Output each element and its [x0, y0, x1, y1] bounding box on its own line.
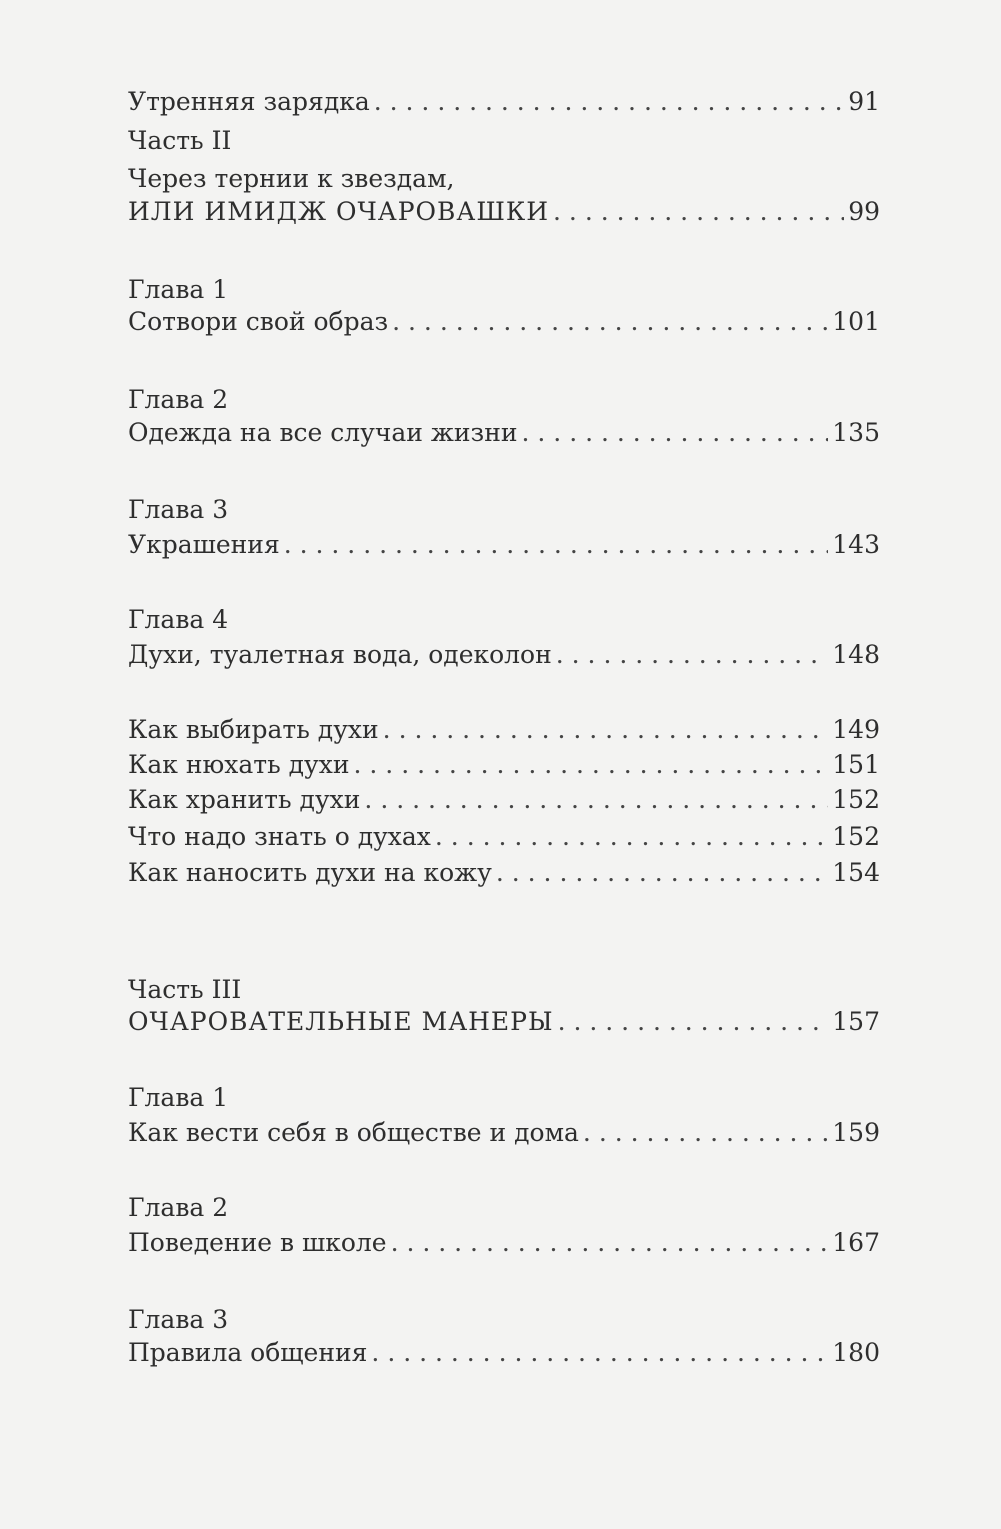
part-label [128, 974, 880, 1006]
part-label [128, 125, 880, 157]
toc-entry [128, 784, 880, 816]
entry-title: Глава 1 [128, 1083, 229, 1112]
entry-title: Поведение в школе [128, 1228, 387, 1257]
entry-title: Как нюхать духи [128, 750, 350, 779]
page-number: 157 [832, 1007, 880, 1036]
entry-title: Одежда на все случаи жизни [128, 418, 518, 447]
toc-entry [128, 639, 880, 671]
dot-leader [435, 821, 828, 853]
toc-entry [128, 86, 880, 118]
chapter-label [128, 494, 880, 526]
page-number: 151 [832, 750, 880, 779]
dot-leader [284, 529, 829, 561]
entry-title: Часть II [128, 126, 232, 155]
entry-title: Глава 4 [128, 605, 229, 634]
entry-title: Глава 3 [128, 1305, 229, 1334]
entry-title: ОЧАРОВАТЕЛЬНЫЕ МАНЕРЫ [128, 1007, 554, 1036]
dot-leader [522, 417, 829, 449]
toc-entry [128, 821, 880, 853]
entry-title: ИЛИ ИМИДЖ ОЧАРОВАШКИ [128, 197, 550, 226]
dot-leader [558, 1006, 829, 1038]
dot-leader [496, 857, 828, 889]
entry-title: Часть III [128, 975, 242, 1004]
page-number: 143 [832, 530, 880, 559]
page-number: 148 [832, 640, 880, 669]
entry-title: Глава 2 [128, 385, 229, 414]
chapter-label [128, 604, 880, 636]
entry-title: Утренняя зарядка [128, 87, 370, 116]
dot-leader [364, 784, 828, 816]
toc-entry [128, 306, 880, 338]
page-number: 101 [832, 307, 880, 336]
toc-entry [128, 1006, 880, 1038]
page-number: 154 [832, 858, 880, 887]
chapter-label [128, 384, 880, 416]
page-number: 135 [832, 418, 880, 447]
toc-entry [128, 1117, 880, 1149]
toc-entry [128, 749, 880, 781]
page-number: 149 [832, 715, 880, 744]
dot-leader [383, 714, 829, 746]
toc-entry [128, 417, 880, 449]
entry-title: Сотвори свой образ [128, 307, 389, 336]
entry-title: Как хранить духи [128, 785, 361, 814]
toc-entry [128, 714, 880, 746]
dot-leader [556, 639, 829, 671]
dot-leader [553, 196, 844, 228]
entry-title: Как вести себя в обществе и дома [128, 1118, 579, 1147]
entry-title: Духи, туалетная вода, одеколон [128, 640, 552, 669]
toc-entry [128, 857, 880, 889]
page-number: 91 [848, 87, 880, 116]
page-number: 152 [832, 785, 880, 814]
entry-title: Через тернии к звездам, [128, 164, 455, 193]
chapter-label [128, 1304, 880, 1336]
toc-entry [128, 1227, 880, 1259]
dot-leader [391, 1227, 829, 1259]
toc-entry [128, 196, 880, 228]
page-number: 167 [832, 1228, 880, 1257]
part-subtitle [128, 163, 880, 195]
page-number: 159 [832, 1118, 880, 1147]
entry-title: Глава 2 [128, 1193, 229, 1222]
toc-entry [128, 1337, 880, 1369]
chapter-label [128, 1192, 880, 1224]
dot-leader [371, 1337, 828, 1369]
entry-title: Украшения [128, 530, 280, 559]
entry-title: Правила общения [128, 1338, 368, 1367]
dot-leader [354, 749, 829, 781]
dot-leader [392, 306, 828, 338]
toc-entry [128, 529, 880, 561]
page-number: 152 [832, 822, 880, 851]
chapter-label [128, 274, 880, 306]
entry-title: Глава 1 [128, 275, 229, 304]
entry-title: Как наносить духи на кожу [128, 858, 492, 887]
page-number: 99 [848, 197, 880, 226]
dot-leader [374, 86, 844, 118]
chapter-label [128, 1082, 880, 1114]
entry-title: Как выбирать духи [128, 715, 379, 744]
page-number: 180 [832, 1338, 880, 1367]
entry-title: Что надо знать о духах [128, 822, 431, 851]
dot-leader [583, 1117, 828, 1149]
entry-title: Глава 3 [128, 495, 229, 524]
